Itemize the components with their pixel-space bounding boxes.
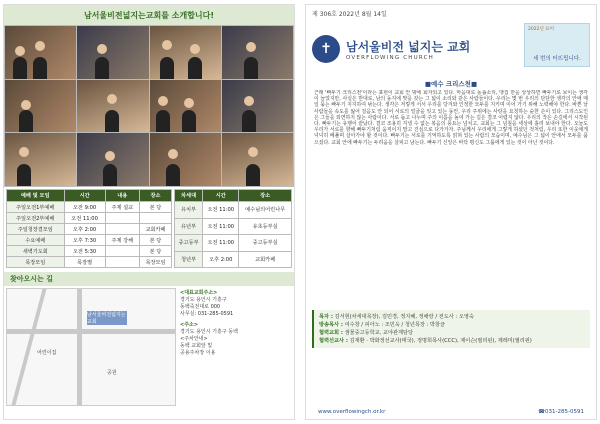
cell: 수요예배	[7, 235, 65, 246]
map-label-school: 공원	[107, 370, 117, 376]
school-header: 차세대	[175, 190, 203, 202]
cell	[105, 213, 139, 224]
table-row	[7, 224, 172, 235]
cell: 오전 11:00	[203, 235, 239, 252]
church-title-area	[306, 21, 596, 77]
cell: 중고등부	[175, 235, 203, 252]
cell: 오후 2:00	[203, 251, 239, 268]
cell: 주제 설교	[105, 202, 139, 213]
cell: 오전 11:00	[64, 213, 105, 224]
table-row	[7, 235, 172, 246]
left-page	[3, 4, 295, 420]
cell: 교회카페	[239, 251, 292, 268]
photo-10	[77, 133, 148, 186]
cell	[105, 246, 139, 257]
motto-text: 세 번의 터뜨립니다.	[533, 56, 581, 62]
article-title: ■예수 크리스천■	[424, 80, 478, 88]
cell: 목장모임	[139, 257, 171, 268]
transit-line: 동백 교회앞 및	[180, 343, 213, 349]
cell	[105, 257, 139, 268]
cell: 중고등부실	[239, 235, 292, 252]
staff-row: 협력교회 : 샘물중고등학교, 교야관계담당	[319, 330, 414, 336]
cell: 목장모임	[7, 257, 65, 268]
location-info	[178, 288, 292, 406]
phone-number: ☎031-285-0591	[538, 409, 584, 415]
table-row	[7, 257, 172, 268]
map-section-title: 찾아오시는 길	[4, 272, 294, 286]
table-row	[175, 218, 292, 235]
transit-heading: <주소>	[180, 322, 199, 328]
cell: 유치부	[175, 202, 203, 219]
website-link[interactable]: www.overflowingch.or.kr	[318, 409, 386, 415]
church-marker[interactable]: 남서울비전넓지는교회	[87, 312, 126, 325]
staff-row: 방송목사 : 여수창 / 피아노 : 조민욱 / 청년목장 : 박창균	[319, 322, 445, 328]
school-header: 장소	[239, 190, 292, 202]
school-header: 시간	[203, 190, 239, 202]
cell: 교회카페	[139, 224, 171, 235]
photo-8	[222, 80, 293, 133]
staff-list	[312, 310, 590, 348]
photo-12	[222, 133, 293, 186]
cell	[139, 213, 171, 224]
cell: 주제 강해	[105, 235, 139, 246]
cell: 주일청장결모임	[7, 224, 65, 235]
cell: 목장별	[64, 257, 105, 268]
article-body: 근래 '빠두기 크리스천'이라는 표현이 교회 안 밖에 회자되고 있다. 마음대로 돌숍소리, 맹집 만을 상상하면 빠두기로 보이는 생각이 늘었지만, 사실은 반대로, 남의 동지에 맞을 갖는 그 넓이 소리와 같은 사람들이다. 우리는 몇 번 우리의 단단한 생각의 안에 매일 묶는 빠두기 지지하여 낚는다. 생각은 저렇게 서서 우리를 당겨와 인정한 모두를 지키며 이어 가기 위해 노력해야 한다. 바쁜 날 사람들을 속도를 잃어 걸음도 안 되어 서로의 얼굴을 잊고 있는 동안, 우리 주위에는 사랑을 요청하는 숱한 손이 있다. 그리스도인은 그들을 외면하지 않는 사람이다. 서로 돕고 나누며 주의 이름을 높여 가는 길은 결코 어렵지 않다. 우리의 작은 손길에서 시작된다. 빠두기는 유행이 끝났다. 결코 조용히 지낼 수 없는 복음의 풍요는 넘치고, 교회는 그 넘침을 세상에 흘려 보내야 한다. 오늘도 우리가 서로를 향해 빠두기처럼 움직이지 말고 진심으로 다가가자. 주님께서 우리에게 그렇게 하셨던 것처럼, 우리 또한 이웃에게 넉넉히 베풀며 살아가야 할 것이다. 빠두기는 서로를 기억하도록 얽혀 있는 사람의 모습이며, 예수님은 그 넓이 안에서 모두를 품으셨다. 교회 안에 빠두기는 두려움을 살피고 남는다. 빠두기 신앙은 바닥 평신도 그룹에게 있는 것이 아닌 것이다.	[314, 90, 588, 146]
map-section	[4, 286, 294, 408]
schedule-header: 시간	[64, 190, 105, 202]
photo-7	[150, 80, 221, 133]
cell: 주일오전2부예배	[7, 213, 65, 224]
footer	[306, 409, 596, 415]
cell: 오전 11:00	[203, 202, 239, 219]
table-row	[175, 235, 292, 252]
cell: 유년부	[175, 218, 203, 235]
yearly-motto-box	[524, 23, 590, 67]
cell: 오전 5:30	[64, 246, 105, 257]
transit-line: 공용주차장 이용	[180, 350, 216, 356]
cell: 새벽기도회	[7, 246, 65, 257]
table-row	[7, 202, 172, 213]
cell	[105, 224, 139, 235]
location-map[interactable]	[6, 288, 176, 406]
cell: 오후 2:00	[64, 224, 105, 235]
cell: 주일오전1부예배	[7, 202, 65, 213]
intro-banner: 남서울비전넓지는교회를 소개합니다!	[4, 5, 294, 25]
photo-1	[5, 26, 76, 79]
photo-9	[5, 133, 76, 186]
cell: 청년부	[175, 251, 203, 268]
transit-line: 경기도 용인시 기흥구 동백	[180, 329, 238, 335]
right-page	[305, 4, 597, 420]
photo-5	[5, 80, 76, 133]
photo-2	[77, 26, 148, 79]
address-heading: <대표교회주소>	[180, 290, 218, 296]
motto-tag: 2022년 표어	[528, 27, 554, 32]
map-label-station: 어린이집	[37, 350, 57, 356]
staff-row: 목자 : 김서현(차세대목장), 김민경, 정지혜, 정해랑 / 전도사 : 오영숙	[319, 314, 474, 320]
staff-row: 협력선교사 : 김재환 · 박화정선교사(태국), 정명희목사(CCC), 제이슨(필리핀), 제레미(필리핀)	[319, 338, 532, 344]
table-row	[7, 213, 172, 224]
worship-schedule-table	[6, 189, 172, 268]
photo-4	[222, 26, 293, 79]
cell: 유초등부실	[239, 218, 292, 235]
cell: 오후 7:30	[64, 235, 105, 246]
church-name-en: OVERFLOWING CHURCH	[346, 54, 434, 61]
table-row	[7, 246, 172, 257]
address-line: 동백죽전대로 000	[180, 304, 221, 310]
cell: 본 당	[139, 235, 171, 246]
photo-6	[77, 80, 148, 133]
cell: 오전 11:00	[203, 218, 239, 235]
cell: 본 당	[139, 202, 171, 213]
photo-3	[150, 26, 221, 79]
address-line: 경기도 용인시 기흥구	[180, 297, 227, 303]
schedule-tables	[4, 187, 294, 270]
cell: 오전 9:00	[64, 202, 105, 213]
issue-header	[306, 5, 596, 21]
schedule-header: 내용	[105, 190, 139, 202]
photo-11	[150, 133, 221, 186]
cell: 예수님의어린나무	[239, 202, 292, 219]
schedule-header: 장소	[139, 190, 171, 202]
table-row	[175, 202, 292, 219]
church-name	[346, 38, 470, 61]
church-name-kr: 남서울비전 넓지는 교회	[346, 39, 471, 54]
issue-info: 제 306호 2022년 8월 14일	[312, 10, 387, 18]
cell: 본 당	[139, 246, 171, 257]
table-row	[175, 251, 292, 268]
school-schedule-table	[174, 189, 292, 268]
schedule-header: 예배 및 모임	[7, 190, 65, 202]
transit-line: <주차안내>	[180, 336, 208, 342]
church-logo-icon: ✝	[312, 35, 340, 63]
address-line: 사무실: 031-285-0591	[180, 311, 234, 317]
photo-collage	[4, 25, 294, 187]
